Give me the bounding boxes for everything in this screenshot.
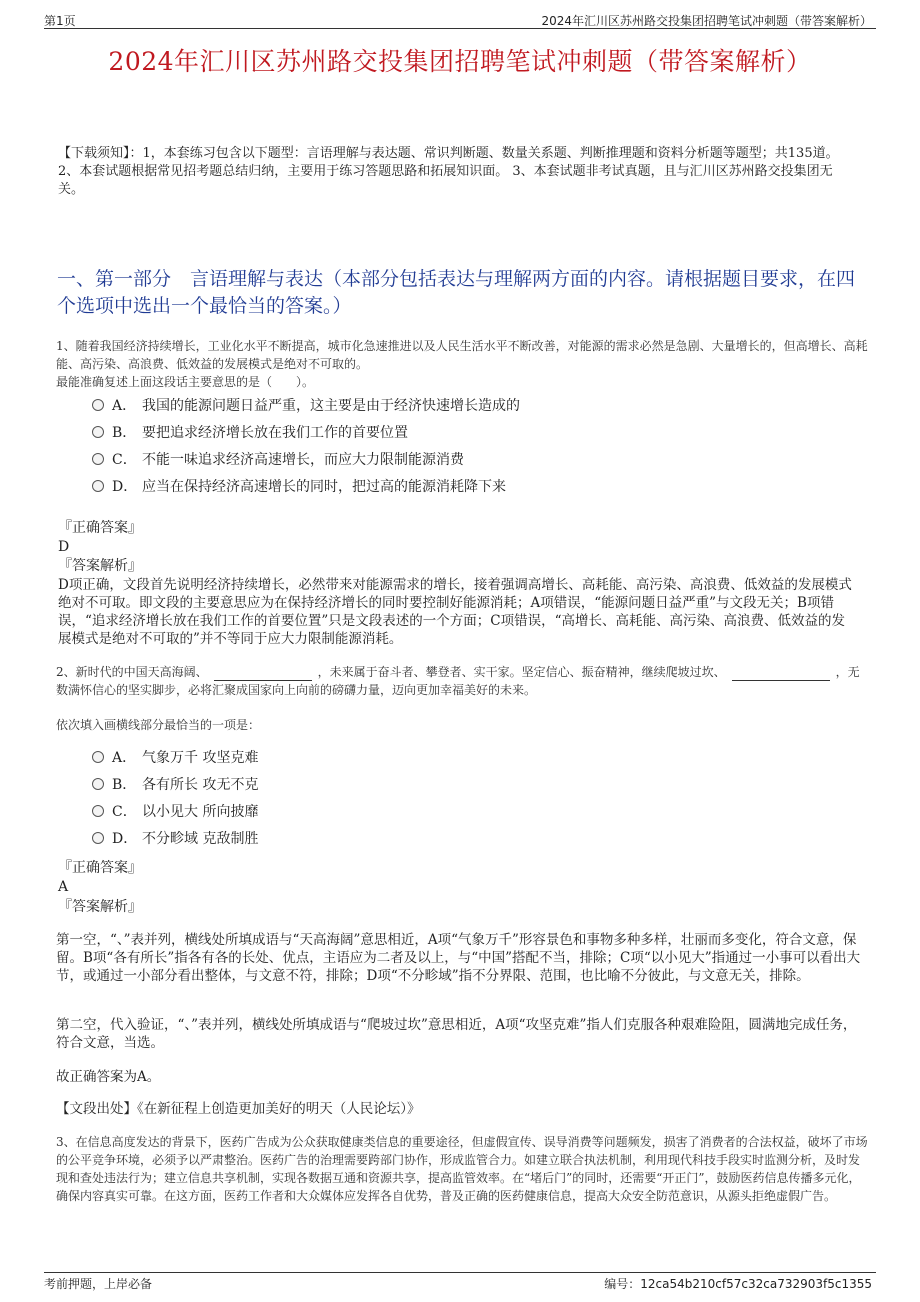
radio-icon[interactable] [92, 426, 104, 438]
q1-option-b[interactable]: B． 要把追求经济增长放在我们工作的首要位置 [92, 423, 408, 443]
radio-icon[interactable] [92, 805, 104, 817]
q1-stem: 1、随着我国经济持续增长，工业化水平不断提高，城市化急速推进以及人民生活水平不断改善，对能源的需求必然是急剧、大量增长的，但高增长、高耗能、高污染、高浪费、低效益的发展模式是绝对不可取的。 [56, 339, 868, 371]
q1-analysis: D项正确，文段首先说明经济持续增长，必然带来对能源需求的增长，接着强调高增长、高耗能、高污染、高浪费、低效益的发展模式绝对不可取。即文段的主要意思应为在保持经济增长的同时要控制好能源消耗；A项错误，“能源问题日益严重”与文段无关；B项错误，“追求经济增长放在我们工作的首要位置”只是文段表述的一个方面；C项错误，“高增长、高耗能、高污染、高浪费、低效益的发展模式是绝对不可取的”并不等同于应大力限制能源消耗。 [58, 577, 852, 647]
q2-option-c[interactable]: C． 以小见大 所向披靡 [92, 802, 258, 822]
radio-icon[interactable] [92, 778, 104, 790]
page-number: 第1页 [44, 14, 76, 28]
footer-doc-id: 编号：12ca54b210cf57c32ca732903f5c1355 [604, 1277, 872, 1291]
q1-answer: D [58, 539, 70, 555]
download-notice: 【下载须知】：1，本套练习包含以下题型：言语理解与表达题、常识判断题、数量关系题、判断推理题和资料分析题等题型；共135道。 2、本套试题根据常见招考题总结归纳，主要用于练习答题思路和拓展知识面。 3、本套试题非考试真题，且与汇川区苏州路交投集团无关。 [58, 146, 839, 197]
q1-option-a[interactable]: A． 我国的能源问题日益严重，这主要是由于经济快速增长造成的 [92, 396, 520, 416]
q2-answer: A [58, 879, 69, 895]
q1-analysis-label: 『答案解析』 [58, 558, 142, 574]
q1-option-c[interactable]: C． 不能一味追求经济高速增长，而应大力限制能源消费 [92, 450, 464, 470]
document-title: 2024年汇川区苏州路交投集团招聘笔试冲刺题（带答案解析） [108, 47, 812, 76]
radio-icon[interactable] [92, 453, 104, 465]
q2-analysis-label: 『答案解析』 [58, 899, 142, 915]
section-heading: 一、第一部分 言语理解与表达（本部分包括表达与理解两方面的内容。请根据题目要求，在四个选项中选出一个最恰当的答案。） [57, 268, 856, 317]
q2-answer-label: 『正确答案』 [58, 860, 142, 876]
q2-option-b[interactable]: B． 各有所长 攻无不克 [92, 775, 258, 795]
q2-source: 【文段出处】《在新征程上创造更加美好的明天（人民论坛）》 [56, 1101, 421, 1117]
q3-stem: 3、在信息高度发达的背景下，医药广告成为公众获取健康类信息的重要途径，但虚假宣传、误导消费等问题频发，损害了消费者的合法权益，破坏了市场的公平竞争环境，必须予以严肃整治。医药广告的治理需要跨部门协作，形成监管合力。如建立联合执法机制，利用现代科技手段实时监测分析，及时发现和查处违法行为；建立信息共享机制，实现各数据互通和资源共享，提高监管效率。在“堵后门”的同时，还需要“开正门”，鼓励医药信息传播多元化，确保内容真实可靠。在这方面，医药工作者和大众媒体应发挥各自优势，普及正确的医药健康信息，提高大众安全防范意识，从源头拒绝虚假广告。 [56, 1135, 868, 1203]
q2-analysis-p1: 第一空，“、”表并列，横线处所填成语与“天高海阔”意思相近，A项“气象万千”形容景色和事物多种多样，壮丽而多变化，符合文意，保留。B项“各有所长”指各有各的长处、优点，主语应为二者及以上，与“中国”搭配不当，排除；C项“以小见大”指通过一小事可以看出大节，或通过一小部分看出整体，与文意不符，排除；D项“不分畛域”指不分界限、范围，也比喻不分彼此，与文意无关，排除。 [56, 932, 861, 984]
radio-icon[interactable] [92, 832, 104, 844]
radio-icon[interactable] [92, 399, 104, 411]
q2-option-d[interactable]: D． 不分畛域 克敌制胜 [92, 829, 258, 849]
q2-conclusion: 故正确答案为A。 [56, 1069, 161, 1085]
q1-prompt: 最能准确复述上面这段话主要意思的是（ ）。 [56, 375, 315, 389]
q2-option-a[interactable]: A． 气象万千 攻坚克难 [92, 748, 258, 768]
radio-icon[interactable] [92, 480, 104, 492]
fill-blank-1 [214, 680, 312, 681]
header-doc-title: 2024年汇川区苏州路交投集团招聘笔试冲刺题（带答案解析） [541, 14, 872, 28]
footer-slogan: 考前押题，上岸必备 [44, 1277, 153, 1291]
fill-blank-2 [732, 680, 830, 681]
radio-icon[interactable] [92, 751, 104, 763]
q2-stem: 2、新时代的中国天高海阔、 ，未来属于奋斗者、攀登者、实干家。坚定信心、振奋精神，继续爬坡过坎、 ，无数满怀信心的坚实脚步，必将汇聚成国家向上向前的磅礴力量，迈向更加幸福美好的未来。 [56, 665, 860, 697]
q1-answer-label: 『正确答案』 [58, 520, 142, 536]
q2-prompt: 依次填入画横线部分最恰当的一项是： [56, 718, 261, 732]
page-header [44, 10, 876, 29]
q1-option-d[interactable]: D． 应当在保持经济高速增长的同时，把过高的能源消耗降下来 [92, 477, 506, 497]
q2-analysis-p2: 第二空，代入验证，“、”表并列，横线处所填成语与“爬坡过坎”意思相近，A项“攻坚克难”指人们克服各种艰难险阻，圆满地完成任务，符合文意，当选。 [56, 1017, 857, 1051]
page-footer [44, 1272, 876, 1291]
